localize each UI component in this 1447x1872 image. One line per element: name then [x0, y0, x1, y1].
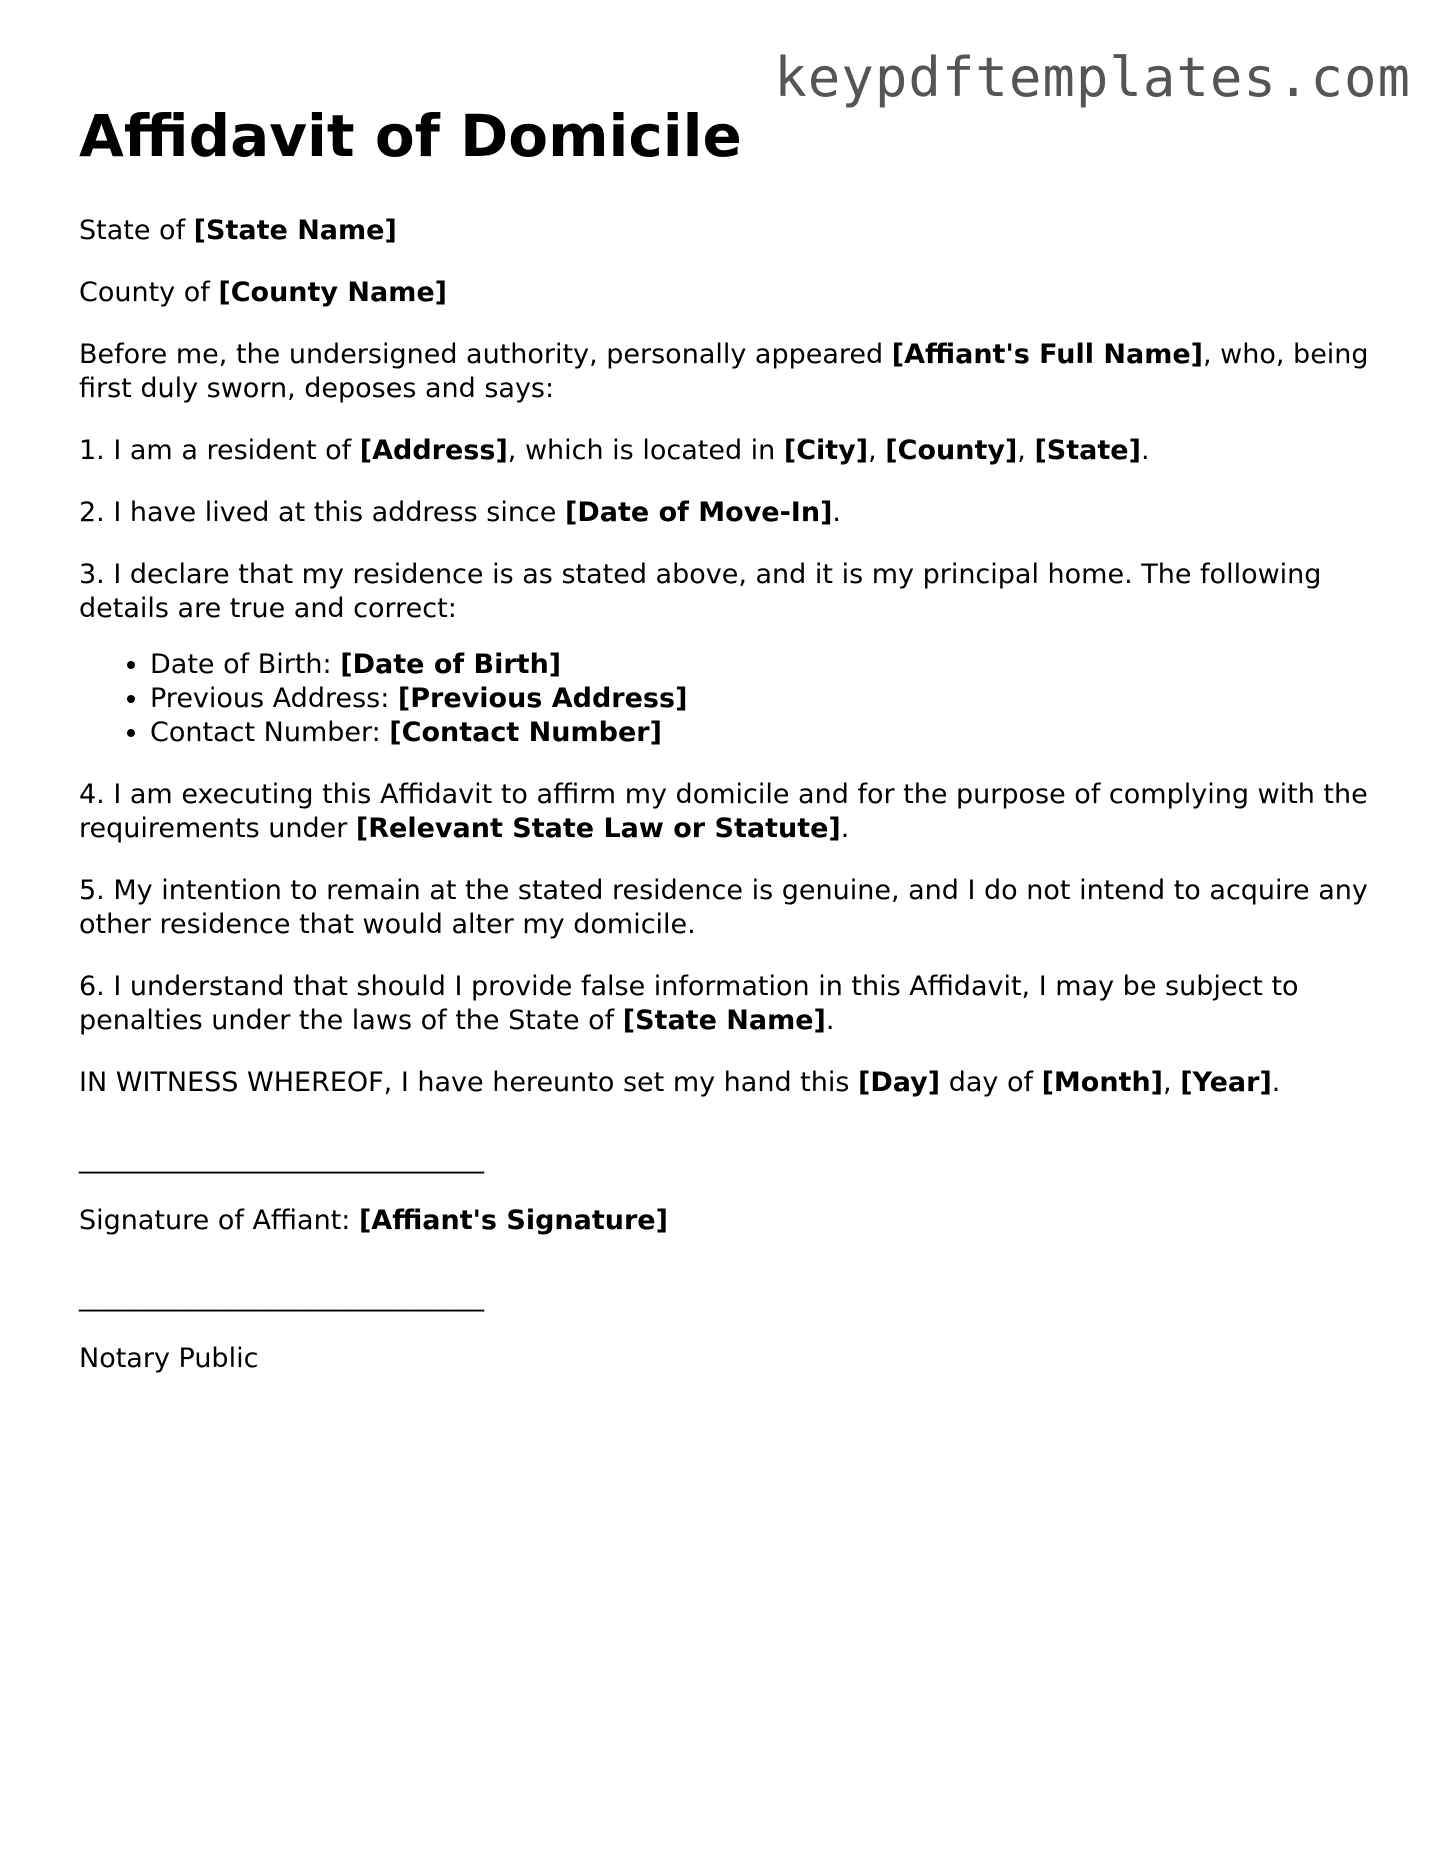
intro-text-before: Before me, the undersigned authority, personally appeared: [79, 339, 892, 370]
item-1-separator: ,: [1017, 435, 1035, 466]
details-list: [79, 648, 1379, 750]
witness-separator: ,: [1163, 1067, 1181, 1098]
item-4: [79, 778, 1379, 846]
state-line: [79, 214, 1379, 248]
witness-clause: [79, 1066, 1379, 1100]
list-item: [150, 648, 1379, 682]
list-item: [150, 716, 1379, 750]
item-4-text: 4. I am executing this Affidavit to affirm my domicile and for the purpose of complying with the requirements under: [79, 779, 1368, 844]
watermark: keypdftemplates.com: [774, 46, 1411, 109]
item-3: 3. I declare that my residence is as stated above, and it is my principal home. The following details are true and correct:: [79, 559, 1322, 624]
month-field: [Month]: [1041, 1067, 1164, 1098]
item-6-end: .: [825, 1005, 835, 1036]
item-2-text: 2. I have lived at this address since: [79, 497, 565, 528]
date-of-birth-field: [Date of Birth]: [340, 649, 562, 680]
item-1-separator: ,: [868, 435, 886, 466]
county-field: [County]: [885, 435, 1018, 466]
item-6-text: 6. I understand that should I provide false information in this Affidavit, I may be subject to penalties under the laws of the State of: [79, 971, 1299, 1036]
notary-label: Notary Public: [79, 1343, 259, 1374]
contact-number-field: [Contact Number]: [389, 717, 662, 748]
county-prefix: County of: [79, 277, 219, 308]
affiant-name-field: [Affiant's Full Name]: [891, 339, 1204, 370]
intro-text-after: , who, being first duly sworn, deposes and says:: [79, 339, 1369, 404]
state-name-field: [State Name]: [193, 215, 397, 246]
item-5: 5. My intention to remain at the stated residence is genuine, and I do not intend to acquire any other residence that would alter my domicile.: [79, 875, 1368, 940]
document-title: Affidavit of Domicile: [79, 102, 742, 170]
address-field: [Address]: [359, 435, 508, 466]
relevant-law-field: [Relevant State Law or Statute]: [355, 813, 841, 844]
day-field: [Day]: [858, 1067, 941, 1098]
state-field: [State]: [1034, 435, 1141, 466]
witness-end: .: [1271, 1067, 1281, 1098]
item-1-text: 1. I am a resident of: [79, 435, 360, 466]
year-field: [Year]: [1180, 1067, 1272, 1098]
item-1: [79, 434, 1379, 468]
item-6: [79, 970, 1379, 1038]
document-body: [79, 96, 1379, 1404]
item-2-end: .: [832, 497, 842, 528]
intro-paragraph: [79, 338, 1379, 406]
affiant-signature-row: [79, 1204, 1379, 1238]
county-line: [79, 276, 1379, 310]
witness-mid: day of: [940, 1067, 1042, 1098]
county-name-field: [County Name]: [218, 277, 448, 308]
list-item: [150, 682, 1379, 716]
item-1-end: .: [1140, 435, 1150, 466]
previous-address-field: [Previous Address]: [397, 683, 688, 714]
detail-label: Contact Number:: [150, 717, 390, 748]
affiant-signature-label: Signature of Affiant:: [79, 1205, 359, 1236]
state-name-field-2: [State Name]: [622, 1005, 826, 1036]
state-prefix: State of: [79, 215, 194, 246]
witness-text: IN WITNESS WHEREOF, I have hereunto set my hand this: [79, 1067, 859, 1098]
move-in-date-field: [Date of Move-In]: [564, 497, 833, 528]
detail-label: Previous Address:: [150, 683, 398, 714]
city-field: [City]: [783, 435, 869, 466]
detail-label: Date of Birth:: [150, 649, 341, 680]
affiant-signature-line: ______________________________: [79, 1143, 484, 1174]
affiant-signature-field: [Affiant's Signature]: [358, 1205, 668, 1236]
item-1-mid: , which is located in: [507, 435, 784, 466]
notary-signature-line: ______________________________: [79, 1281, 484, 1312]
item-4-end: .: [840, 813, 850, 844]
item-2: [79, 496, 1379, 530]
